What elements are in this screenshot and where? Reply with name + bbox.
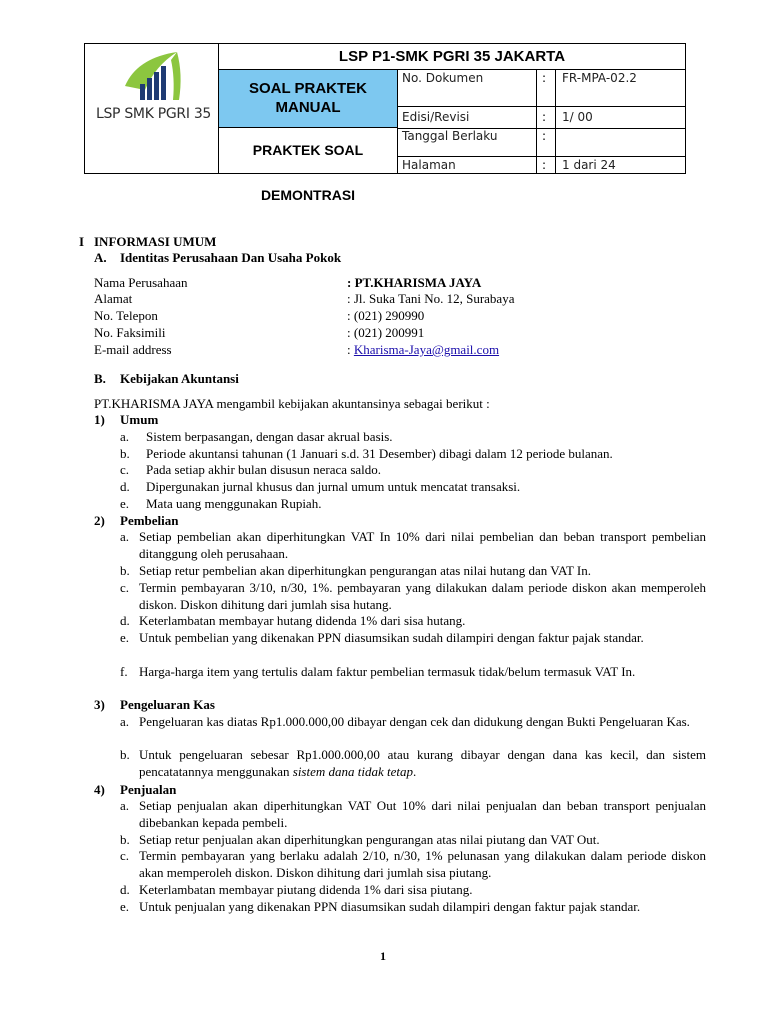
list-item: Mata uang menggunakan Rupiah.: [146, 496, 322, 511]
item-tail: .: [413, 763, 417, 779]
meta-colon: :: [542, 129, 547, 143]
item-letter: e.: [120, 899, 130, 914]
policy-title: Penjualan: [120, 782, 177, 797]
soal-line-1: SOAL PRAKTEK: [248, 80, 368, 97]
lsp-logo-icon: [85, 44, 218, 114]
list-item: Untuk pembelian yang dikenakan PPN diasumsikan sudah dilampiri dengan faktur pajak standar.: [139, 630, 644, 645]
list-item: Termin pembayaran 3/10, n/30, 1%. pembayaran yang dilakukan dalam periode diskon akan memperoleh diskon. Diskon dihitung dari jumlah sisa hutang.: [139, 580, 706, 612]
item-letter: d.: [120, 479, 130, 494]
identity-value-email: [347, 342, 499, 358]
sub-a-title: Identitas Perusahaan Dan Usaha Pokok: [120, 250, 342, 265]
policy-number: 4): [94, 782, 105, 797]
item-letter: b.: [120, 563, 130, 578]
logo-text: LSP SMK PGRI 35: [95, 106, 212, 122]
intro-rest: mengambil kebijakan akuntansinya sebagai berikut :: [213, 396, 490, 411]
item-letter: b.: [120, 446, 130, 461]
list-item: Setiap penjualan akan diperhitungkan VAT Out 10% dari nilai penjualan dan beban transport penjualan dibebankan kepada pembeli.: [139, 798, 706, 830]
list-item: Harga-harga item yang tertulis dalam faktur pembelian termasuk tidak/belum termasuk VAT In.: [139, 664, 636, 679]
item-letter: a.: [120, 798, 130, 813]
item-letter: e.: [120, 496, 130, 511]
item-text: Untuk pengeluaran sebesar Rp1.000.000,00 atau kurang dibayar dengan dana kas kecil, dan sistem pencatatannya menggunakan: [139, 747, 706, 779]
policy-number: 3): [94, 697, 105, 712]
email-prefix: :: [347, 342, 354, 357]
soal-line-2: MANUAL: [275, 99, 341, 116]
list-item: Keterlambatan membayar piutang didenda 1% dari sisa piutang.: [139, 882, 473, 897]
identity-value-fax: : (021) 200991: [347, 325, 425, 340]
list-item: [139, 747, 706, 780]
praktek-title: PRAKTEK SOAL DEMONTRASI: [252, 142, 364, 203]
item-letter: c.: [120, 580, 130, 595]
item-letter: c.: [120, 848, 130, 863]
sub-b-title: Kebijakan Akuntansi: [120, 371, 239, 386]
item-letter: c.: [120, 462, 130, 477]
document-header-table: [84, 43, 686, 203]
policy-intro: [94, 396, 490, 412]
item-letter: e.: [120, 630, 130, 645]
policy-number: 2): [94, 513, 105, 528]
list-item: Dipergunakan jurnal khusus dan jurnal umum untuk mencatat transaksi.: [146, 479, 521, 494]
identity-label: Nama Perusahaan: [94, 275, 188, 290]
org-title: LSP P1-SMK PGRI 35 JAKARTA: [338, 48, 566, 65]
item-letter: a.: [120, 529, 130, 544]
list-item: Pengeluaran kas diatas Rp1.000.000,00 dibayar dengan cek dan didukung dengan Bukti Pengeluaran Kas.: [139, 714, 690, 729]
sub-b-letter: B.: [94, 371, 106, 386]
identity-value-company: : PT.KHARISMA JAYA: [347, 275, 482, 290]
sub-a-letter: A.: [94, 250, 107, 265]
meta-label-halaman: Halaman: [402, 158, 456, 172]
item-letter: a.: [120, 714, 130, 729]
item-italic: sistem dana tidak tetap: [292, 763, 414, 779]
logo-cell: [85, 44, 218, 173]
list-item: Untuk penjualan yang dikenakan PPN diasumsikan sudah dilampiri dengan faktur pajak standar.: [139, 899, 641, 914]
list-item: Sistem berpasangan, dengan dasar akrual basis.: [146, 429, 393, 444]
identity-label: No. Telepon: [94, 308, 158, 323]
policy-title: Pengeluaran Kas: [120, 697, 215, 712]
item-letter: d.: [120, 613, 130, 628]
page-number: 1: [380, 949, 386, 963]
list-item: Setiap retur pembelian akan diperhitungkan pengurangan atas nilai hutang dan VAT In.: [139, 563, 591, 578]
list-item: Setiap retur penjualan akan diperhitungkan pengurangan atas nilai piutang dan VAT Out.: [139, 832, 600, 847]
list-item: Keterlambatan membayar hutang didenda 1% dari sisa hutang.: [139, 613, 466, 628]
intro-company: PT.KHARISMA JAYA: [94, 396, 214, 411]
item-letter: d.: [120, 882, 130, 897]
soal-praktek-box: [219, 70, 397, 127]
item-letter: a.: [120, 429, 130, 444]
meta-label-tanggal: Tanggal Berlaku: [402, 129, 498, 143]
meta-colon: :: [542, 71, 547, 85]
policy-title: Pembelian: [120, 513, 179, 528]
identity-label: No. Faksimili: [94, 325, 166, 340]
email-link[interactable]: Kharisma-Jaya@gmail.com: [353, 342, 500, 357]
identity-label: Alamat: [94, 291, 133, 306]
meta-label-edisi: Edisi/Revisi: [402, 110, 470, 124]
meta-value-halaman: 1 dari 24: [562, 158, 616, 172]
section-number: I: [79, 234, 85, 249]
identity-value-phone: : (021) 290990: [347, 308, 425, 323]
list-item: Periode akuntansi tahunan (1 Januari s.d. 31 Desember) dibagi dalam 12 periode bulanan.: [146, 446, 613, 461]
meta-label-no-dokumen: No. Dokumen: [402, 71, 484, 85]
section-title: INFORMASI UMUM: [94, 234, 217, 249]
meta-colon: :: [542, 110, 547, 124]
list-item: Termin pembayaran yang berlaku adalah 2/10, n/30, 1% pelunasan yang dilakukan dalam periode diskon akan memperoleh diskon. Diskon dihitung dari jumlah sisa piutang.: [139, 848, 706, 880]
policy-number: 1): [94, 412, 105, 427]
meta-value-edisi: 1/ 00: [562, 110, 593, 124]
list-item: Setiap pembelian akan diperhitungkan VAT In 10% dari nilai pembelian dan beban transport pembelian ditanggung oleh perusahaan.: [139, 529, 706, 561]
identity-value-address: : Jl. Suka Tani No. 12, Surabaya: [347, 291, 515, 306]
meta-value-no-dokumen: FR-MPA-02.2: [562, 71, 637, 85]
item-letter: f.: [120, 664, 128, 679]
item-letter: b.: [120, 832, 130, 847]
list-item: Pada setiap akhir bulan disusun neraca saldo.: [146, 462, 382, 477]
item-letter: b.: [120, 747, 130, 762]
policy-title: Umum: [120, 412, 159, 427]
meta-colon: :: [542, 158, 547, 172]
identity-label: E-mail address: [94, 342, 172, 357]
